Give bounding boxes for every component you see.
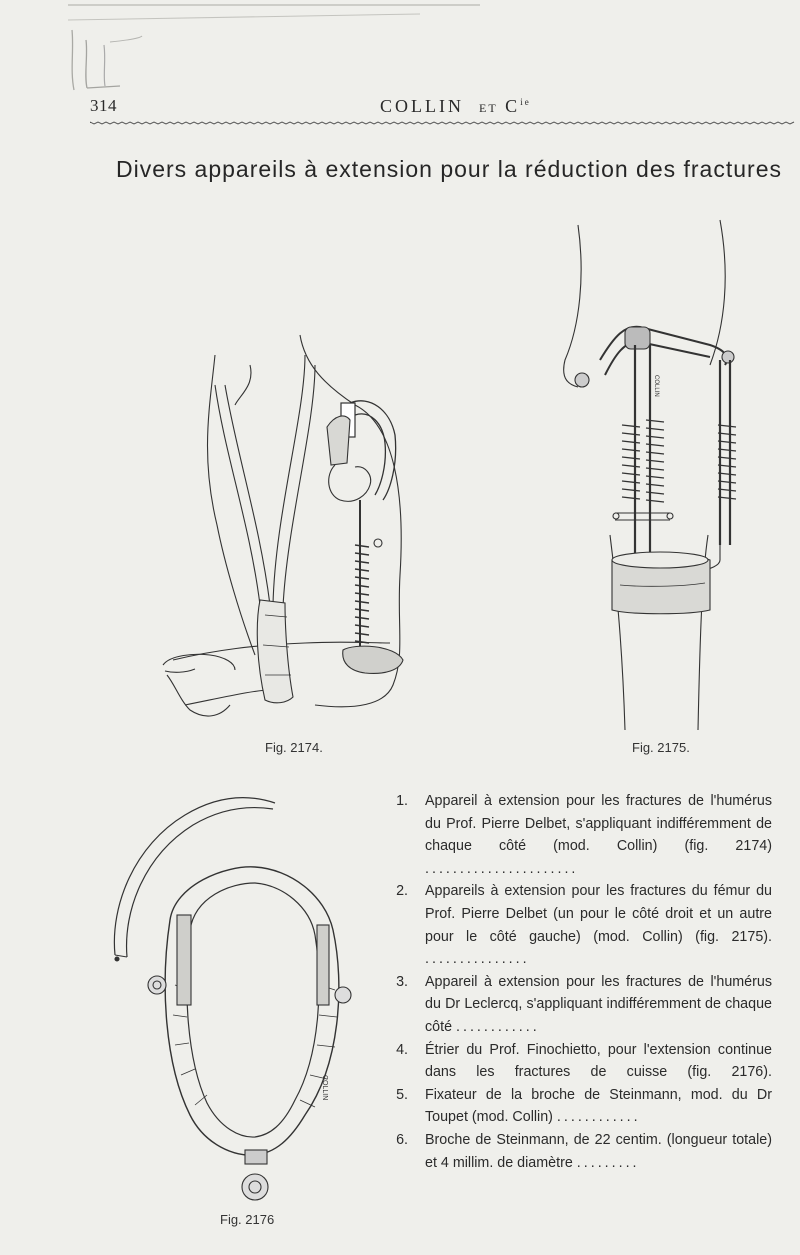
fig2176-engraving: COLLIN xyxy=(321,1075,328,1101)
figure-2175-femur-apparatus xyxy=(560,215,760,730)
list-item xyxy=(380,1039,772,1084)
running-head-cie: ie xyxy=(520,97,531,107)
figure-2176-caption: Fig. 2176 xyxy=(220,1212,275,1227)
item-leader: ............... xyxy=(425,951,530,968)
list-item xyxy=(380,971,772,1039)
item-list xyxy=(380,790,772,1174)
item-description: Fixateur de la broche de Steinmann, mod. du Dr Toupet (mod. Collin) xyxy=(425,1086,772,1126)
item-description: Appareil à extension pour les fractures de l'humérus du Prof. Pierre Delbet, s'appliquant indifféremment de chaque côté (mod. Collin) (fig. 2174) xyxy=(425,793,772,855)
item-number: 6. xyxy=(396,1131,408,1148)
item-text xyxy=(425,880,772,970)
item-text xyxy=(425,1039,772,1084)
item-text xyxy=(425,1129,772,1174)
item-text xyxy=(425,971,772,1039)
item-number: 1. xyxy=(396,793,408,809)
item-text xyxy=(425,790,772,880)
list-item xyxy=(380,1084,772,1129)
running-head-et: ET xyxy=(479,101,498,115)
item-number: 3. xyxy=(396,973,408,990)
header-wavy-rule xyxy=(90,118,795,128)
figure-2175-caption: Fig. 2175. xyxy=(632,740,690,755)
item-description: Broche de Steinmann, de 22 centim. (longueur totale) et 4 millim. de diamètre xyxy=(425,1131,772,1171)
item-description: Appareil à extension pour les fractures de l'humérus du Dr Leclercq, s'appliquant indifféremment de chaque côté xyxy=(425,973,772,1035)
figure-2174-arm-apparatus xyxy=(155,325,420,745)
item-text xyxy=(425,1084,772,1129)
item-leader: ............ xyxy=(456,1018,540,1035)
list-item xyxy=(380,880,772,970)
running-head-name: COLLIN xyxy=(380,96,464,116)
list-item xyxy=(380,1129,772,1174)
item-leader: ............ xyxy=(556,1109,641,1126)
item-number: 4. xyxy=(396,1041,408,1058)
item-number: 2. xyxy=(396,883,408,900)
list-item xyxy=(380,790,772,880)
item-leader: ...................... xyxy=(425,860,579,877)
fig2175-engraving: COLLIN xyxy=(653,375,659,397)
item-description: Appareils à extension pour les fractures du fémur du Prof. Pierre Delbet (un pour le côté droit et un autre pour le côté gauche) (mod. Collin) (fig. 2175). xyxy=(425,883,772,945)
figure-2176-stirrup xyxy=(105,785,365,1210)
page-title: Divers appareils à extension pour la réduction des fractures xyxy=(116,156,782,182)
running-head: COLLIN ET $C^{ie}$ xyxy=(380,96,531,116)
item-leader: ......... xyxy=(576,1154,640,1171)
page-number: 314 xyxy=(90,96,117,115)
item-number: 5. xyxy=(396,1086,408,1103)
scan-stamp-mark xyxy=(60,0,480,95)
figure-2174-caption: Fig. 2174. xyxy=(265,740,323,755)
item-description: Étrier du Prof. Finochietto, pour l'extension continue dans les fractures de cuisse (fig. 2176). xyxy=(425,1041,772,1081)
